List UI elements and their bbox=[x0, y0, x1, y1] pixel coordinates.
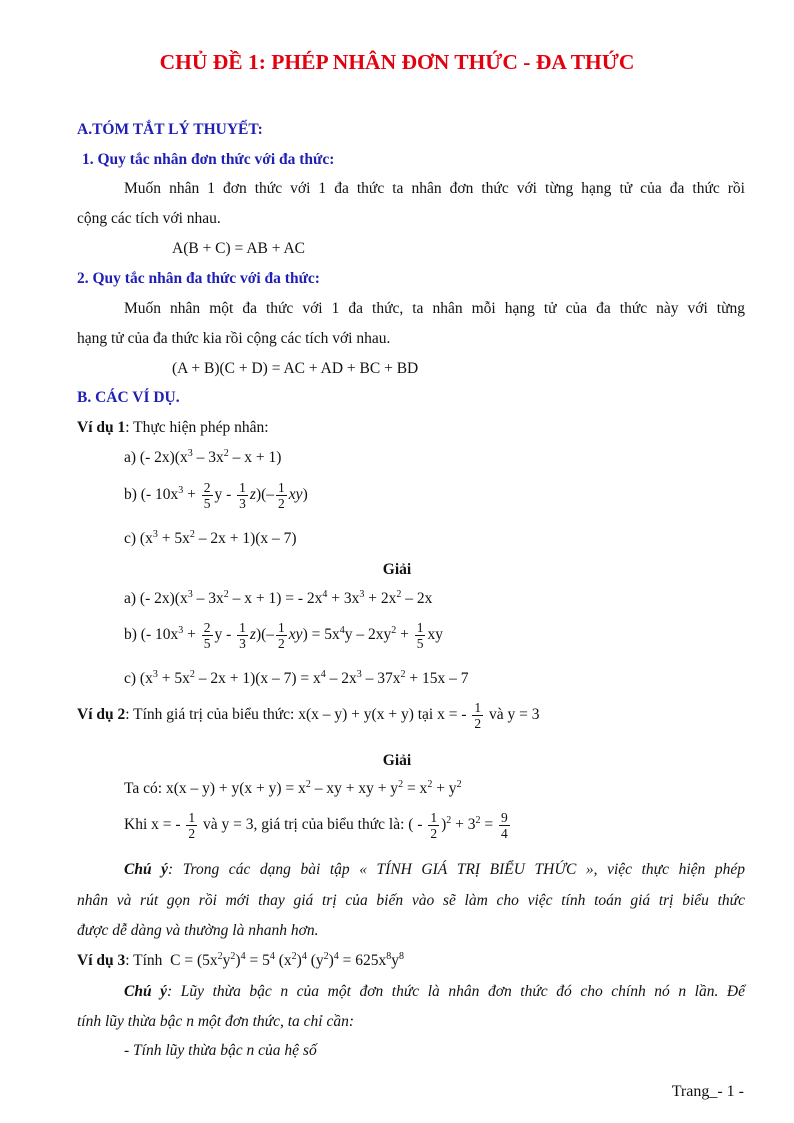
section-a-heading: A.TÓM TẮT LÝ THUYẾT: bbox=[77, 121, 263, 138]
rule2-formula: (A + B)(C + D) = AC + AD + BC + BD bbox=[172, 360, 419, 377]
note1-line1: Chú ý: Trong các dạng bài tập « TÍNH GIÁ TRỊ BIỂU THỨC », việc thực hiện phép bbox=[124, 861, 745, 878]
example1-a: a) (- $2x)(x^3 - 3x^2 - x + 1)$ bbox=[124, 448, 282, 466]
note1-line3: được dễ dàng và thường là nhanh hơn. bbox=[77, 922, 319, 939]
example3: Ví dụ 3: Tính $C = (5x^2y^2)^4 = 5^4$ $(x^2)^4$ $(y^2)^4 = 625x^8y^8$ bbox=[77, 951, 405, 969]
example1-b: b) (- $10x^3$ + $\frac{2}{5}$ y - $\frac{1}{3}$ z)(– $\frac{1}{2}$ xy) bbox=[124, 480, 308, 511]
rule1-text-line2: cộng các tích với nhau. bbox=[77, 210, 221, 227]
solution2-step1: Ta có: $x(x - y) + y(x + y) = x^2$ – xy + xy + $y^2 = x^2 + y^2$ bbox=[124, 779, 462, 797]
example1-solution-heading: Giải bbox=[382, 561, 412, 578]
example2-prompt: Ví dụ 2: Tính giá trị của biểu thức: x(x – y) + y(x + y) tại x = - $\frac{1}{2}$ và y = 3 bbox=[77, 700, 540, 731]
solution1-a: a) (- $2x)(x^3 - 3x^2 - x + 1)$ = - $2x^4 + 3x^3 + 2x^2 - 2x$ bbox=[124, 589, 433, 607]
solution1-c: c) $(x^3 + 5x^2 - 2x + 1)(x - 7) = x^4 - 2x^3 - 37x^2 + 15x - 7$ bbox=[124, 669, 469, 687]
example2-solution-heading: Giải bbox=[382, 752, 412, 769]
rule1-formula: A(B + C) = AB + AC bbox=[172, 240, 306, 257]
example1-c: c) $(x^3 + 5x^2 - 2x + 1)(x - 7)$ bbox=[124, 529, 297, 547]
rule2-text-line1: Muốn nhân một đa thức với 1 đa thức, ta nhân mỗi hạng tử của đa thức này với từng bbox=[124, 300, 745, 317]
rule2-heading: 2. Quy tắc nhân đa thức với đa thức: bbox=[77, 270, 320, 287]
solution1-b: b) (- $10x^3$ + $\frac{2}{5}$ y - $\frac{1}{3}$ z)(– $\frac{1}{2}$ $xy) = 5x^4y - 2xy^2$ + $\frac{1}{5}$ xy bbox=[124, 620, 443, 651]
page-number: Trang_- 1 - bbox=[671, 1083, 744, 1100]
note1-line2: nhân và rút gọn rồi mới thay giá trị của biến vào sẽ làm cho việc tính toán giá trị biểu thức bbox=[77, 892, 745, 909]
section-b-heading: B. CÁC VÍ DỤ. bbox=[77, 389, 180, 406]
example1-prompt: Ví dụ 1: Thực hiện phép nhân: bbox=[77, 419, 269, 436]
note2-line1: Chú ý: Lũy thừa bậc n của một đơn thức là nhân đơn thức đó cho chính nó n lần. Để bbox=[124, 983, 745, 1000]
rule2-text-line2: hạng tử của đa thức kia rồi cộng các tích với nhau. bbox=[77, 330, 391, 347]
rule1-heading: 1. Quy tắc nhân đơn thức với đa thức: bbox=[82, 151, 335, 168]
page-title: CHỦ ĐỀ 1: PHÉP NHÂN ĐƠN THỨC - ĐA THỨC bbox=[159, 50, 635, 74]
rule1-text-line1: Muốn nhân 1 đơn thức với 1 đa thức ta nhân đơn thức với từng hạng tử của đa thức rồi bbox=[124, 180, 745, 197]
note2-line3: - Tính lũy thừa bậc n của hệ số bbox=[124, 1042, 317, 1059]
note2-line2: tính lũy thừa bậc n một đơn thức, ta chỉ cần: bbox=[77, 1013, 355, 1030]
solution2-step2: Khi x = - $\frac{1}{2}$ và y = 3, giá trị của biểu thức là: ( - $\frac{1}{2}$ )$^2 + 3^2$ = $\frac{9}{4}$ bbox=[124, 810, 508, 841]
